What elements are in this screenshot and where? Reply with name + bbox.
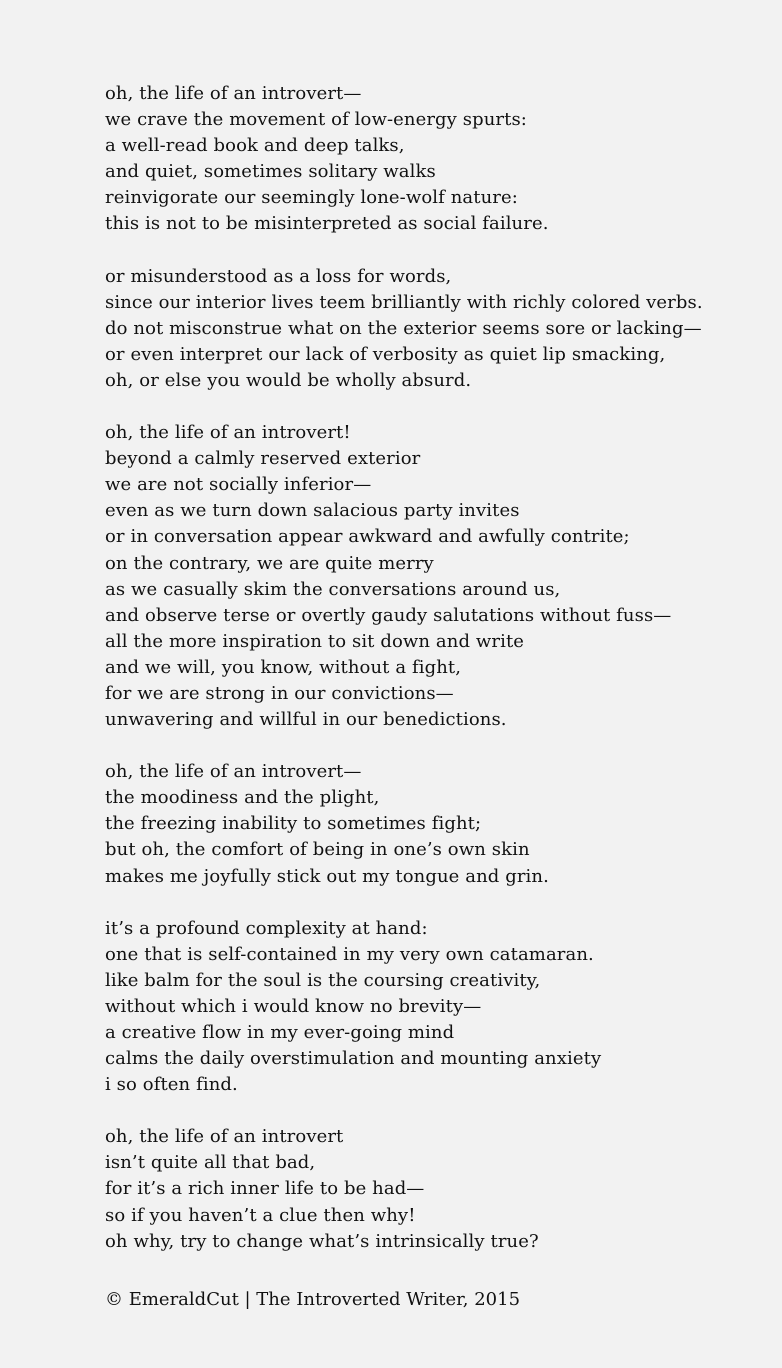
poem-line: without which i would know no brevity— [105, 995, 482, 1017]
poem-line: or misunderstood as a loss for words, [105, 265, 452, 287]
poem-line: makes me joyfully stick out my tongue and grin. [105, 865, 549, 887]
poem-line: i so often find. [105, 1074, 238, 1096]
poem-line: oh, the life of an introvert— [105, 83, 362, 104]
poem-line: we are not socially inferior— [105, 474, 372, 496]
poem-line: calms the daily overstimulation and mounting anxiety [105, 1048, 602, 1070]
copyright-notice: © EmeraldCut | The Introverted Writer, 2015 [105, 1289, 521, 1310]
stanza [105, 759, 775, 889]
poem-line: the freezing inability to sometimes fight; [105, 813, 482, 835]
poem-line: this is not to be misinterpreted as social failure. [105, 213, 549, 235]
poem-line: oh, the life of an introvert— [105, 761, 362, 783]
poem-line: but oh, the comfort of being in one’s own skin [105, 839, 530, 861]
poem-line: we crave the movement of low-energy spurts: [105, 109, 527, 131]
poem-line: like balm for the soul is the coursing creativity, [105, 969, 541, 991]
poem-line: oh, the life of an introvert [105, 1126, 344, 1148]
poem-line: and quiet, sometimes solitary walks [105, 161, 436, 183]
poem-line: one that is self-contained in my very own catamaran. [105, 943, 594, 965]
poem-line: for it’s a rich inner life to be had— [105, 1178, 425, 1200]
stanza [105, 81, 775, 238]
poem-line: oh, the life of an introvert! [105, 422, 351, 444]
stanza [105, 916, 775, 1099]
poem-line: since our interior lives teem brilliantly with richly colored verbs. [105, 291, 703, 313]
poem-line: oh, or else you would be wholly absurd. [105, 369, 472, 391]
poem-line: or even interpret our lack of verbosity as quiet lip smacking, [105, 343, 666, 365]
poem-line: as we casually skim the conversations around us, [105, 578, 561, 600]
poem-line: the moodiness and the plight, [105, 787, 380, 809]
poem-line: do not misconstrue what on the exterior seems sore or lacking— [105, 317, 702, 339]
poem-line: isn’t quite all that bad, [105, 1152, 316, 1174]
poem-line: all the more inspiration to sit down and write [105, 630, 525, 652]
poem-line: even as we turn down salacious party invites [105, 500, 520, 522]
stanza [105, 264, 775, 394]
stanza [105, 420, 775, 733]
poem-line: so if you haven’t a clue then why! [105, 1204, 416, 1226]
poem-line: unwavering and willful in our benedictions. [105, 709, 507, 731]
poem-line: and observe terse or overtly gaudy salutations without fuss— [105, 604, 672, 626]
poem-line: it’s a profound complexity at hand: [105, 917, 428, 939]
poem-line: on the contrary, we are quite merry [105, 552, 434, 574]
poem-line: and we will, you know, without a fight, [105, 656, 462, 678]
poem-line: a creative flow in my ever-going mind [105, 1022, 455, 1043]
poem-line: a well-read book and deep talks, [105, 135, 405, 157]
poem-line: oh why, try to change what’s intrinsically true? [105, 1230, 539, 1252]
poem-line: for we are strong in our convictions— [105, 682, 454, 704]
poem-line: or in conversation appear awkward and awfully contrite; [105, 526, 630, 548]
poem-line: reinvigorate our seemingly lone-wolf nature: [105, 187, 518, 209]
stanza [105, 1124, 775, 1254]
poem-line: beyond a calmly reserved exterior [105, 448, 421, 470]
poem-body [105, 81, 775, 1281]
